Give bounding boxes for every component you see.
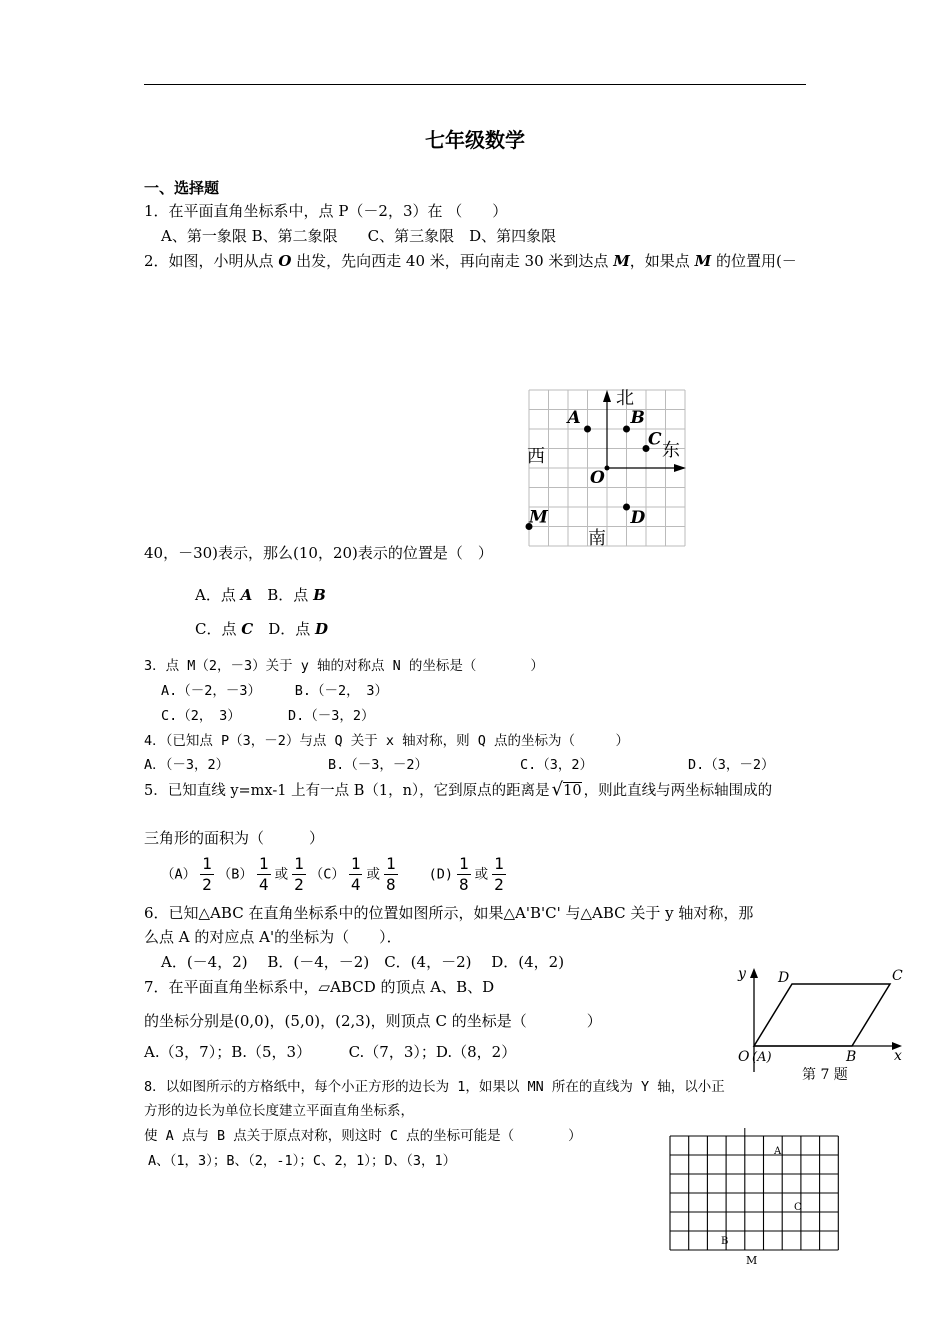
q4-stem: 4．（已知点 P（3，－2）与点 Q 关于 x 轴对称，则 Q 点的坐标为（ ）: [144, 733, 630, 749]
y-axis-arrow-icon: [750, 968, 758, 978]
q2-stem: 2．如图，小明从点 O 出发，先向西走 40 米，再向南走 30 米到达点 M，如果点 M 的位置用(－: [144, 252, 797, 270]
point-a: [584, 426, 591, 433]
q8-stem: 8．以如图所示的方格纸中，每个小正方形的边长为 1，如果以 MN 所在的直线为 Y 轴，以小正: [144, 1079, 725, 1095]
q8-stem-cont2: 使 A 点与 B 点关于原点对称，则这时 C 点的坐标可能是（ ）: [144, 1128, 582, 1144]
point-b-label: B: [630, 408, 645, 428]
page-title: 七年级数学: [425, 128, 525, 152]
origin-label: O: [590, 468, 605, 488]
west-label: 西: [527, 446, 545, 467]
east-arrow-icon: [674, 464, 686, 472]
north-label: 北: [616, 388, 634, 409]
point-d-label: D: [630, 508, 646, 528]
point-b: [623, 426, 630, 433]
point-c-label: C: [794, 1202, 802, 1213]
origin-o-label: O: [738, 1049, 750, 1065]
point-m-label: M: [746, 1254, 758, 1267]
q8-options: A、（1，3）；B、（2，-1）；C、2，1）；D、（3，1）: [148, 1153, 457, 1169]
q7-parallelogram-figure: [722, 962, 910, 1086]
q7-stem-cont: 的坐标分别是(0,0)，(5,0)，(2,3)，则顶点 C 的坐标是（ ）: [144, 1012, 602, 1030]
q3-options-row2: C.（2， 3） D.（－3，2）: [161, 708, 375, 724]
east-label: 东: [662, 440, 680, 461]
q1-options: A、第一象限 B、第二象限 C、第三象限 D、第四象限: [161, 227, 557, 245]
q6-stem-cont: 么点 A 的对应点 A'的坐标为（ ）．: [144, 928, 402, 946]
q4-option-d: D.（3，－2）: [688, 757, 775, 773]
q3-options-row1: A.（－2，－3） B.（－2， 3）: [161, 683, 389, 699]
q7-options: A.（3，7）；B.（5，3） C.（7，3）；D.（8，2）: [144, 1043, 517, 1061]
q6-options: A．(－4，2) B．(－4，－2) C．(4，－2) D．(4，2): [161, 953, 565, 971]
q5-stem: 5．已知直线 y=mx-1 上有一点 B（1，n），它到原点的距离是 √10 ，则此直线与两坐标轴围成的: [144, 779, 773, 800]
vertex-c-label: C: [892, 968, 903, 984]
q2-stem-cont: 40，－30)表示，那么(10，20)表示的位置是（ ）: [144, 544, 493, 562]
q1-stem: 1．在平面直角坐标系中，点 P（－2，3）在 （ ）: [144, 202, 508, 220]
point-m-label: M: [529, 507, 548, 528]
q2-options-row2: C．点 C D．点 D: [195, 620, 329, 638]
q5-options: （A） $\frac{1}{2}$ （B） $\frac{1}{4}$ 或 $\frac{1}{2}$ （C） $\frac{1}{4}$ 或 $\frac{1}{8}$ (D) $\frac{1}{8}$ 或 $\frac{1}{2}$: [161, 854, 504, 894]
origin-point: [605, 466, 610, 471]
south-label: 南: [588, 528, 606, 549]
q7-stem: 7．在平面直角坐标系中，▱ABCD 的顶点 A、B、D: [144, 978, 495, 996]
sqrt-expression: √10: [551, 779, 582, 800]
q5-stem-cont: 三角形的面积为（ ）: [144, 829, 325, 847]
point-b-label: B: [721, 1236, 729, 1247]
parallelogram-abcd: [754, 984, 890, 1046]
q6-stem: 6．已知△ABC 在直角坐标系中的位置如图所示，如果△A'B'C' 与△ABC 关于 y 轴对称，那: [144, 904, 754, 922]
section-heading: 一、选择题: [144, 179, 220, 197]
point-c-label: C: [648, 429, 662, 450]
x-axis-label: x: [894, 1048, 902, 1064]
header-rule: [144, 84, 806, 85]
point-d: [623, 504, 630, 511]
vertex-b-label: B: [846, 1049, 857, 1065]
q3-stem: 3．点 M（2，－3）关于 y 轴的对称点 N 的坐标是（ ）: [144, 658, 544, 674]
q8-square-grid-figure: [664, 1124, 842, 1270]
q2-options-row1: A．点 A B．点 B: [195, 586, 326, 604]
figure-caption: 第 7 题: [802, 1067, 848, 1083]
vertex-d-label: D: [778, 970, 790, 986]
vertex-a-label: (A): [752, 1050, 772, 1065]
point-a-label: A: [774, 1146, 782, 1157]
point-a-label: A: [567, 408, 581, 428]
y-axis-label: y: [738, 966, 746, 982]
north-arrow-icon: [603, 390, 611, 402]
q2-direction-grid-figure: [524, 384, 694, 554]
q8-stem-cont: 方形的边长为单位长度建立平面直角坐标系，: [144, 1103, 414, 1119]
q4-option-c: C.（3，2）: [520, 757, 594, 773]
q4-option-a: A．（－3，2）: [144, 757, 230, 773]
q4-option-b: B.（－3，－2）: [328, 757, 429, 773]
